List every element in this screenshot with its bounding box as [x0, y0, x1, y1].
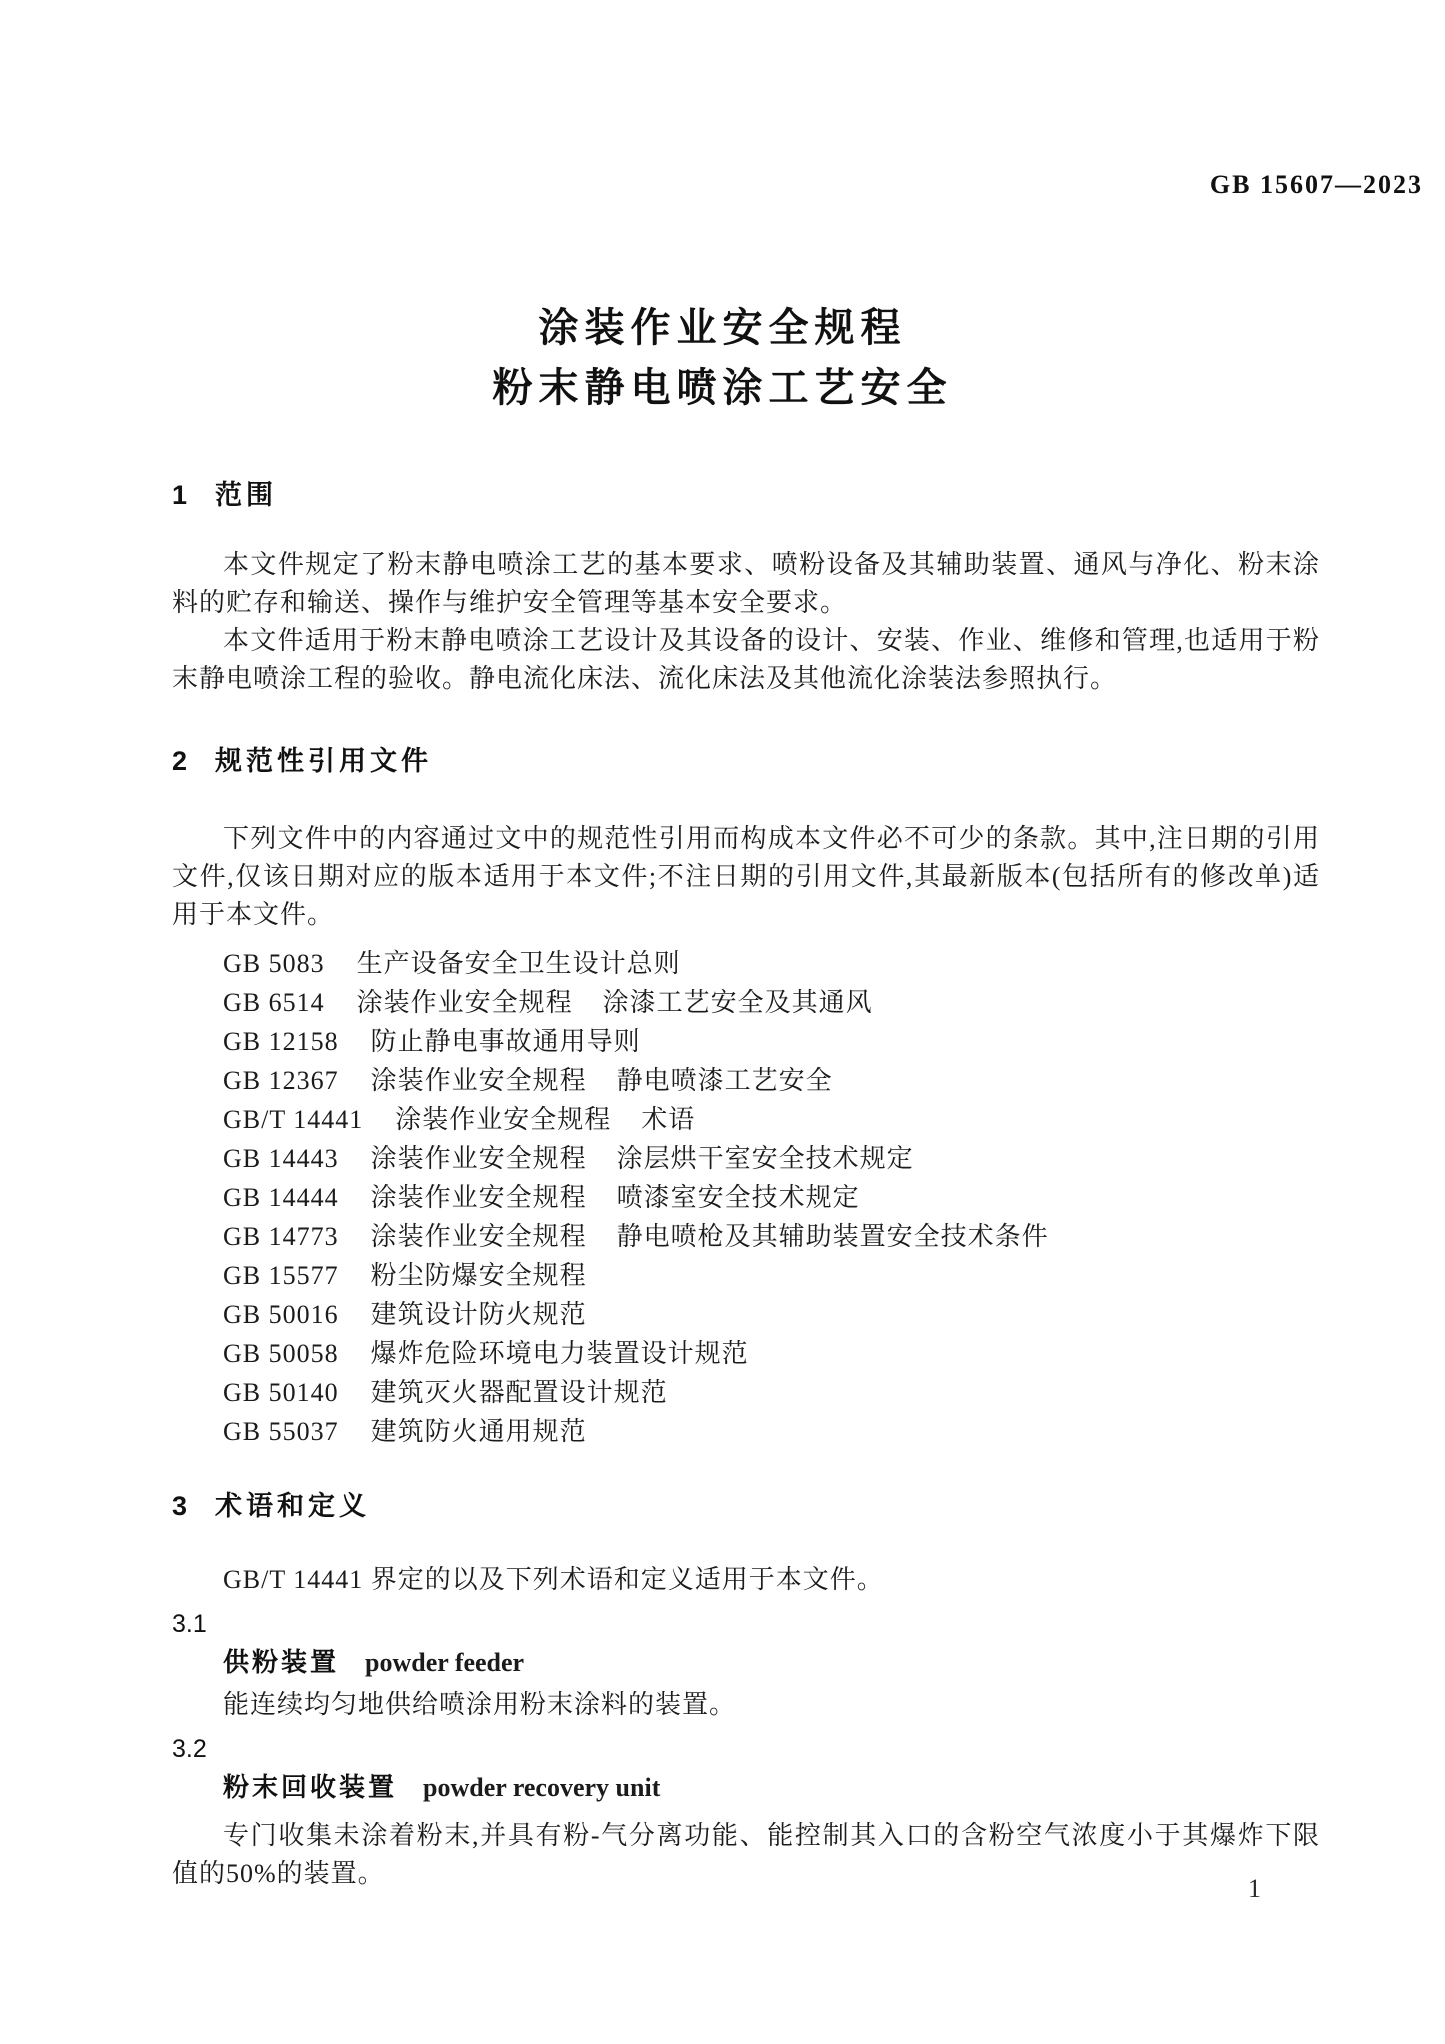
reference-code: GB 6514	[223, 988, 325, 1017]
term-number: 3.1	[172, 1610, 207, 1638]
section-heading-references	[172, 746, 1320, 776]
reference-item	[223, 1139, 1320, 1178]
reference-title: 粉尘防爆安全规程	[370, 1261, 587, 1290]
scope-paragraphs	[172, 546, 1320, 698]
reference-title: 涂装作业安全规程	[356, 988, 573, 1017]
term-definition: 能连续均匀地供给喷涂用粉末涂料的装置。	[223, 1690, 737, 1719]
reference-subtitle: 静电喷枪及其辅助装置安全技术条件	[616, 1222, 1049, 1251]
section-label: 术语和定义	[215, 1491, 371, 1521]
standard-number: GB 15607—2023	[1209, 170, 1423, 199]
reference-title: 涂装作业安全规程	[370, 1066, 587, 1095]
reference-item	[223, 1178, 1320, 1217]
reference-subtitle: 涂漆工艺安全及其通风	[602, 988, 873, 1017]
reference-subtitle: 术语	[641, 1105, 696, 1134]
section-number: 3	[172, 1491, 188, 1521]
reference-title: 建筑防火通用规范	[370, 1417, 587, 1446]
reference-title: 建筑设计防火规范	[370, 1300, 587, 1329]
reference-code: GB 55037	[223, 1417, 339, 1446]
section-label: 规范性引用文件	[215, 746, 433, 776]
reference-subtitle: 静电喷漆工艺安全	[616, 1066, 833, 1095]
page-number: 1	[1248, 1874, 1261, 1903]
terms-intro: GB/T 14441 界定的以及下列术语和定义适用于本文件。	[223, 1565, 884, 1594]
reference-title: 建筑灭火器配置设计规范	[370, 1378, 668, 1407]
term-title	[172, 1643, 1320, 1686]
term-definition: 专门收集未涂着粉末,并具有粉-气分离功能、能控制其入口的含粉空气浓度小于其爆炸下限值的50%的装置。	[172, 1821, 1320, 1888]
term-chinese: 粉末回收装置	[223, 1772, 398, 1802]
section-heading-terms	[172, 1491, 1320, 1521]
reference-item	[223, 1061, 1320, 1100]
section-number: 1	[172, 480, 188, 510]
reference-code: GB/T 14441	[223, 1105, 364, 1134]
reference-code: GB 50016	[223, 1300, 339, 1329]
reference-title: 涂装作业安全规程	[395, 1105, 612, 1134]
scope-paragraph: 本文件规定了粉末静电喷涂工艺的基本要求、喷粉设备及其辅助装置、通风与净化、粉末涂料的贮存和输送、操作与维护安全管理等基本安全要求。	[172, 550, 1320, 617]
reference-item	[223, 944, 1320, 983]
term-number: 3.2	[172, 1735, 207, 1763]
reference-title: 涂装作业安全规程	[370, 1144, 587, 1173]
term-english: powder feeder	[365, 1648, 525, 1677]
reference-code: GB 5083	[223, 949, 325, 978]
reference-item	[223, 1334, 1320, 1373]
document-title-line-1: 涂装作业安全规程	[538, 306, 907, 350]
reference-item	[223, 1256, 1320, 1295]
reference-code: GB 12158	[223, 1027, 339, 1056]
reference-code: GB 50140	[223, 1378, 339, 1407]
term-title	[172, 1768, 1320, 1811]
reference-item	[223, 1295, 1320, 1334]
reference-title: 爆炸危险环境电力装置设计规范	[370, 1339, 749, 1368]
reference-code: GB 14443	[223, 1144, 339, 1173]
document-title-line-2: 粉末静电喷涂工艺安全	[492, 366, 953, 410]
reference-title: 涂装作业安全规程	[370, 1183, 587, 1212]
reference-title: 生产设备安全卫生设计总则	[356, 949, 681, 978]
reference-title: 涂装作业安全规程	[370, 1222, 587, 1251]
reference-item	[223, 1412, 1320, 1451]
reference-code: GB 50058	[223, 1339, 339, 1368]
section-label: 范围	[215, 480, 278, 510]
reference-code: GB 14444	[223, 1183, 339, 1212]
page-content	[172, 480, 1320, 1893]
reference-item	[223, 1022, 1320, 1061]
reference-code: GB 12367	[223, 1066, 339, 1095]
reference-code: GB 14773	[223, 1222, 339, 1251]
section-number: 2	[172, 746, 188, 776]
reference-item	[223, 1373, 1320, 1412]
reference-subtitle: 喷漆室安全技术规定	[616, 1183, 860, 1212]
reference-item	[223, 1100, 1320, 1139]
references-list	[172, 944, 1320, 1451]
term-english: powder recovery unit	[423, 1773, 661, 1802]
term-chinese: 供粉装置	[223, 1647, 340, 1677]
reference-item	[223, 983, 1320, 1022]
references-intro: 下列文件中的内容通过文中的规范性引用而构成本文件必不可少的条款。其中,注日期的引用文件,仅该日期对应的版本适用于本文件;不注日期的引用文件,其最新版本(包括所有的修改单)适用于本文件。	[172, 824, 1320, 929]
reference-title: 防止静电事故通用导则	[370, 1027, 641, 1056]
section-heading-scope	[172, 480, 1320, 510]
reference-item	[223, 1217, 1320, 1256]
reference-code: GB 15577	[223, 1261, 339, 1290]
reference-subtitle: 涂层烘干室安全技术规定	[616, 1144, 914, 1173]
document-title	[0, 298, 1445, 418]
scope-paragraph: 本文件适用于粉末静电喷涂工艺设计及其设备的设计、安装、作业、维修和管理,也适用于粉末静电喷涂工程的验收。静电流化床法、流化床法及其他流化涂装法参照执行。	[172, 626, 1320, 693]
